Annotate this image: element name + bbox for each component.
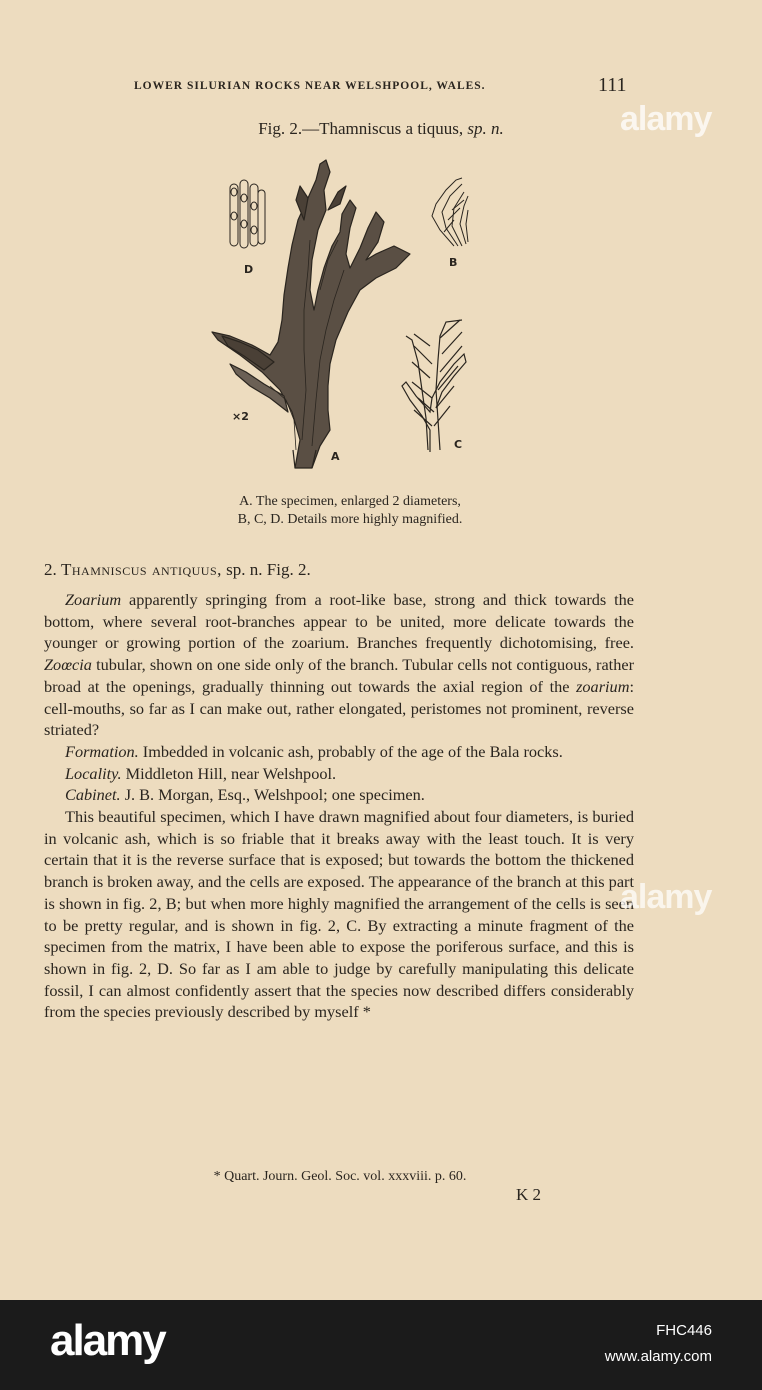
section-heading (44, 560, 311, 580)
alamy-logo: alamy (50, 1316, 165, 1365)
watermark-middle: alamy (620, 878, 712, 916)
zoarium-paragraph (44, 589, 634, 741)
figure-title-text: Fig. 2.—Thamniscus a tiquus, (258, 119, 468, 138)
fossil-figure (200, 150, 490, 480)
formation-text: Imbedded in volcanic ash, probably of the age of the Bala rocks. (138, 741, 563, 761)
locality-text: Middleton Hill, near Welshpool. (121, 763, 337, 783)
fossil-illustration (200, 150, 490, 480)
formation-paragraph (44, 741, 634, 763)
image-id: FHC446 (656, 1322, 712, 1339)
section-number: 2. (44, 560, 57, 579)
cabinet-label: Cabinet. (65, 785, 121, 805)
label-c: C (454, 438, 463, 451)
detail-d (230, 180, 265, 248)
formation-label: Formation. (65, 741, 139, 761)
zoarium-term: Zoarium (65, 590, 122, 609)
zoarium-text-c: : cell-mouths, so far as I can make out, rather elongated, peristomes not prominent, reverse striated? (44, 676, 634, 740)
running-head: LOWER SILURIAN ROCKS NEAR WELSHPOOL, WALES. (134, 80, 486, 92)
signature-mark: K 2 (516, 1185, 542, 1204)
label-b: B (449, 256, 458, 269)
zoarium-term-2: zoarium (576, 676, 630, 696)
stock-footer (0, 1300, 762, 1390)
caption-line-2: B, C, D. Details more highly magnified. (237, 512, 463, 527)
locality-label: Locality. (65, 763, 122, 783)
label-d: D (244, 263, 254, 276)
body-text (44, 589, 634, 1023)
page-number: 111 (598, 74, 627, 96)
section-suffix: sp. n. Fig. 2. (226, 560, 311, 579)
description-paragraph: This beautiful specimen, which I have drawn magnified about four diameters, is buried in volcanic ash, which is so friable that it breaks away with the least touch. It is very certain that it is the reverse surface that is exposed; but towards the bottom the thickened branch is broken away, and the cells are exposed. The appearance of the branch at this part is shown in fig. 2, B; but when more highly magnified the arrangement of the cells is seen to be pretty regular, and is shown in fig. 2, C. By extracting a minute fragment of the specimen from the matrix, I have been able to expose the poriferous surface, and this is shown in fig. 2, D. So far as I am able to judge by carefully manipulating this delicate fossil, I can almost confidently assert that the species now described differs considerably from the species previously described by myself * (44, 807, 634, 1022)
label-scale: ×2 (232, 410, 249, 423)
specimen-a-upper-right (328, 186, 346, 210)
zooecia-term: Zoœcia (44, 655, 92, 675)
cabinet-paragraph (44, 784, 634, 806)
figure-caption (0, 493, 700, 529)
detail-b (432, 178, 468, 246)
watermark-top: alamy (620, 100, 712, 138)
detail-c (402, 320, 466, 452)
label-a: A (331, 450, 340, 463)
figure-title-italic: sp. n. (467, 119, 504, 138)
cabinet-text: J. B. Morgan, Esq., Welshpool; one specimen. (120, 785, 425, 805)
site-url: www.alamy.com (604, 1348, 712, 1365)
zoarium-text-a: apparently springing from a root-like base, strong and thick towards the bottom, where several root-branches appear to be united, more delicate towards the younger or growing portion of the zoarium. Branches frequently dichotomising, free. (44, 590, 634, 653)
species-name: Thamniscus antiquus, (61, 560, 222, 579)
zoarium-text-b: tubular, shown on one side only of the branch. Tubular cells not contiguous, rather broad at the openings, gradually thinning out towards the axial region of the (44, 655, 634, 696)
locality-paragraph (44, 763, 634, 785)
caption-line-1: A. The specimen, enlarged 2 diameters, (239, 494, 461, 509)
footnote: * Quart. Journ. Geol. Soc. vol. xxxviii. p. 60. (213, 1169, 467, 1184)
